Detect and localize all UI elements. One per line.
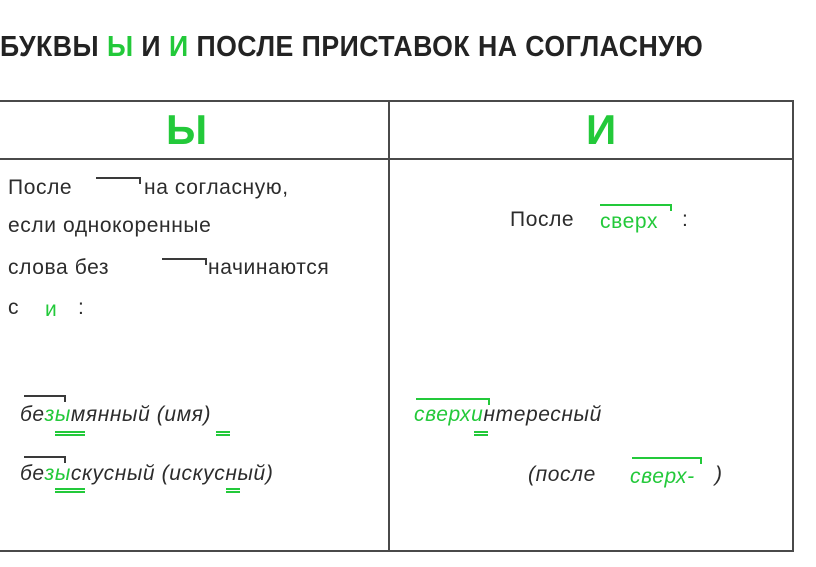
double-underline xyxy=(226,488,240,493)
left-column-header: Ы xyxy=(166,106,208,153)
example-text-start: (после xyxy=(528,463,596,486)
rule-line3-end: начинаются xyxy=(208,256,330,279)
prefix-mark xyxy=(24,395,66,397)
prefix-mark xyxy=(162,258,207,260)
rule-word-posle: После xyxy=(8,176,73,199)
prefix-mark xyxy=(24,456,66,458)
rule-line4-start: с xyxy=(8,296,20,319)
prefix-sverh: сверх- xyxy=(630,465,695,488)
prefix-mark-tick xyxy=(700,457,702,464)
page-title xyxy=(0,31,703,71)
title-part1: БУКВЫ xyxy=(0,31,107,63)
rule-letter-i: и xyxy=(45,298,58,321)
rule-line3-start: слова без xyxy=(8,256,110,279)
example-text: сверхинтересный xyxy=(414,403,602,426)
double-underline xyxy=(55,488,85,493)
rule-line4-end: : xyxy=(78,296,85,319)
prefix-sverh: сверх xyxy=(600,210,659,233)
rules-table xyxy=(0,100,794,552)
title-letter-y: Ы xyxy=(106,31,134,63)
title-part2: И xyxy=(133,31,169,63)
rule-colon: : xyxy=(682,208,689,231)
rule-word-posle: После xyxy=(510,208,575,231)
prefix-mark-tick xyxy=(139,177,141,184)
double-underline xyxy=(55,431,85,436)
prefix-mark-tick xyxy=(670,204,672,211)
example-text: безымянный (имя) xyxy=(20,403,212,426)
example-text: безыскусный (искусный) xyxy=(20,462,274,485)
prefix-mark xyxy=(96,177,141,179)
prefix-mark-tick xyxy=(205,258,207,265)
example-text-end: ) xyxy=(715,463,723,486)
title-part3: ПОСЛЕ ПРИСТАВОК НА СОГЛАСНУЮ xyxy=(188,31,704,63)
title-letter-i: И xyxy=(168,31,189,63)
prefix-mark xyxy=(600,204,672,206)
prefix-mark xyxy=(632,457,702,459)
double-underline xyxy=(474,431,488,436)
prefix-mark xyxy=(416,398,490,400)
right-column-header: И xyxy=(586,106,617,153)
prefix-mark-tick xyxy=(64,395,66,402)
rule-line1-end: на согласную, xyxy=(144,176,289,199)
double-underline xyxy=(216,431,230,436)
column-divider xyxy=(388,102,390,550)
rule-line2: если однокоренные xyxy=(8,214,212,237)
header-divider xyxy=(0,158,792,160)
